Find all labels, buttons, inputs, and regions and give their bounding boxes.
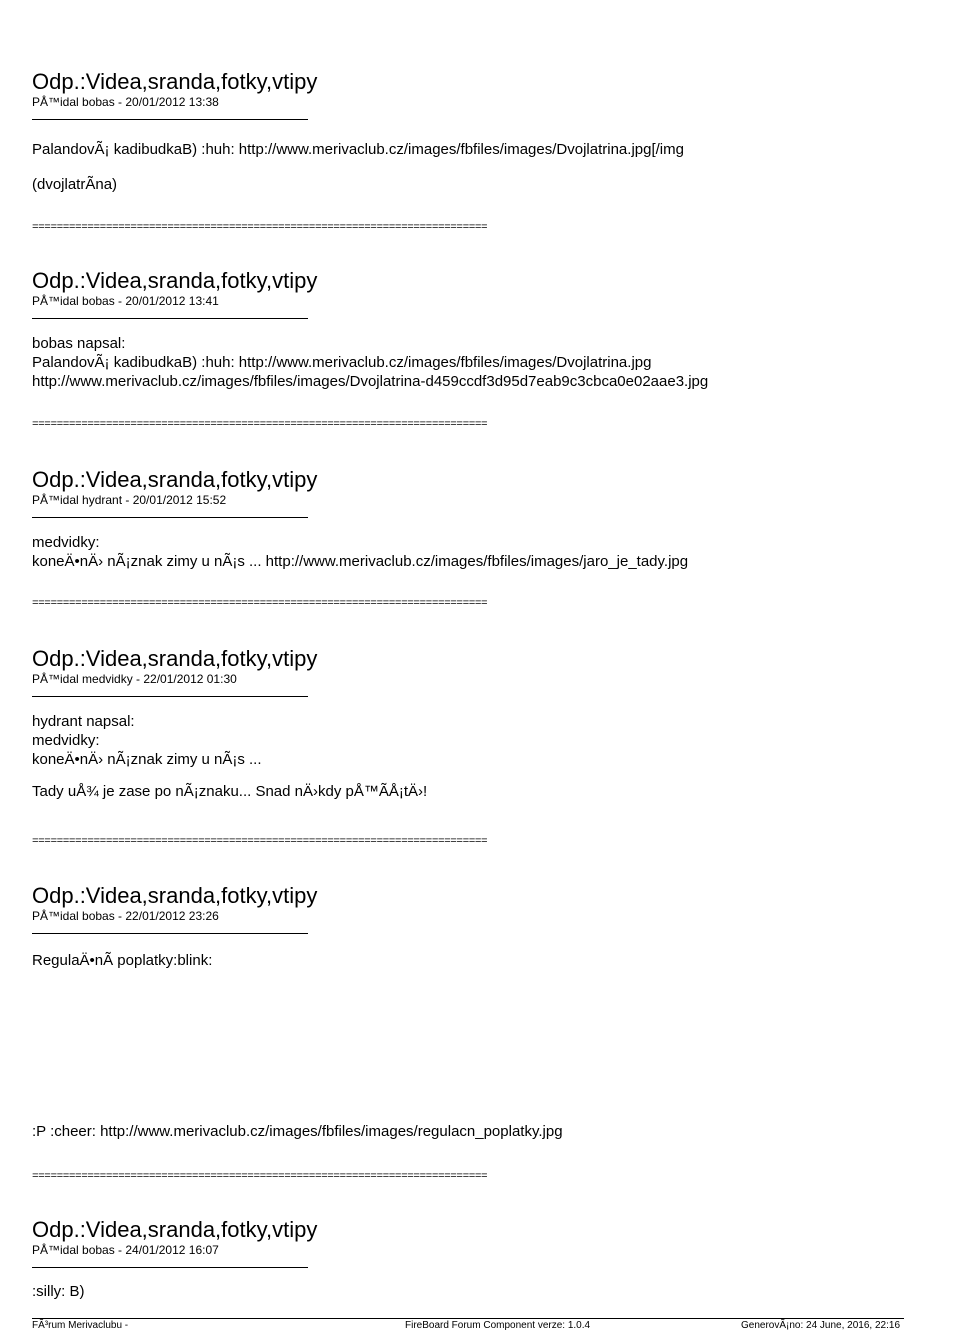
- forum-post: [32, 883, 932, 1141]
- post-body-line: [32, 1027, 932, 1046]
- post-body-line: [32, 970, 932, 989]
- forum-post: [32, 1217, 932, 1301]
- post-body-line: [32, 1008, 932, 1027]
- post-body: [32, 140, 932, 194]
- post-title: Odp.:Videa,sranda,fotky,vtipy: [32, 646, 318, 671]
- post-body-line: Tady uÅ¾ je zase po nÃ¡znaku... Snad nÄ›kdy pÅ™ÃÅ¡tÄ›!: [32, 783, 428, 800]
- post-body-line: bobas napsal:: [32, 335, 126, 352]
- post-body: [32, 951, 932, 1141]
- post-body-line: [32, 1065, 932, 1084]
- page-footer: [0, 1318, 960, 1332]
- post-body-line: medvidky:: [32, 732, 100, 749]
- footer-site-name: FÃ³rum Merivaclubu -: [32, 1320, 129, 1331]
- forum-post: [32, 69, 932, 194]
- forum-post: [32, 268, 932, 391]
- post-body-line: [32, 989, 932, 1008]
- footer-divider: [32, 1318, 904, 1319]
- footer-component-version: FireBoard Forum Component verze: 1.0.4: [405, 1320, 591, 1331]
- post-divider: [32, 318, 308, 319]
- post-title: Odp.:Videa,sranda,fotky,vtipy: [32, 69, 318, 94]
- forum-post: [32, 646, 932, 801]
- forum-post: [32, 467, 932, 571]
- post-divider: [32, 696, 308, 697]
- post-separator: ==========================================================================: [32, 419, 488, 431]
- post-body-line: [32, 1103, 932, 1122]
- post-title: Odp.:Videa,sranda,fotky,vtipy: [32, 883, 318, 908]
- post-meta: PÅ™idal medvidky - 22/01/2012 01:30: [32, 672, 237, 686]
- post-body: [32, 533, 932, 571]
- post-body-line: [32, 769, 932, 782]
- post-body-line: [32, 159, 932, 175]
- post-body-line: http://www.merivaclub.cz/images/fbfiles/images/Dvojlatrina-d459ccdf3d95d7eab9c3cbca0e02aae3.jpg: [32, 373, 709, 390]
- post-body-line: (dvojlatrÃna): [32, 176, 118, 193]
- post-title: Odp.:Videa,sranda,fotky,vtipy: [32, 268, 318, 293]
- post-body-line: [32, 1084, 932, 1103]
- post-body-line: PalandovÃ¡ kadibudkaB) :huh: http://www.merivaclub.cz/images/fbfiles/images/Dvojlatrina.jpg[/img: [32, 141, 684, 158]
- footer-generated-date: GenerovÃ¡no: 24 June, 2016, 22:16: [741, 1320, 901, 1331]
- post-body: [32, 334, 932, 391]
- post-meta: PÅ™idal bobas - 22/01/2012 23:26: [32, 909, 219, 923]
- post-body-line: PalandovÃ¡ kadibudkaB) :huh: http://www.merivaclub.cz/images/fbfiles/images/Dvojlatrina.jpg: [32, 354, 652, 371]
- post-divider: [32, 119, 308, 120]
- post-body-line: :P :cheer: http://www.merivaclub.cz/images/fbfiles/images/regulacn_poplatky.jpg: [32, 1123, 563, 1140]
- post-divider: [32, 933, 308, 934]
- post-body: [32, 1282, 932, 1301]
- post-meta: PÅ™idal bobas - 24/01/2012 16:07: [32, 1243, 219, 1257]
- post-separator: ==========================================================================: [32, 836, 488, 848]
- post-body-line: :silly: B): [32, 1283, 85, 1300]
- post-title: Odp.:Videa,sranda,fotky,vtipy: [32, 1217, 318, 1242]
- post-separator: ==========================================================================: [32, 222, 488, 234]
- post-body-line: hydrant napsal:: [32, 713, 135, 730]
- post-body-line: koneÄ•nÄ› nÃ¡znak zimy u nÃ¡s ... http://www.merivaclub.cz/images/fbfiles/images/jaro_je_tady.jpg: [32, 553, 689, 570]
- post-meta: PÅ™idal bobas - 20/01/2012 13:38: [32, 95, 219, 109]
- post-body-line: RegulaÄ•nÃ poplatky:blink:: [32, 952, 213, 969]
- post-divider: [32, 1267, 308, 1268]
- post-divider: [32, 517, 308, 518]
- post-separator: ==========================================================================: [32, 598, 488, 610]
- post-body: [32, 712, 932, 801]
- post-body-line: medvidky:: [32, 534, 100, 551]
- post-meta: PÅ™idal bobas - 20/01/2012 13:41: [32, 294, 219, 308]
- post-body-line: [32, 1046, 932, 1065]
- post-title: Odp.:Videa,sranda,fotky,vtipy: [32, 467, 318, 492]
- post-body-line: koneÄ•nÄ› nÃ¡znak zimy u nÃ¡s ...: [32, 751, 262, 768]
- post-separator: ==========================================================================: [32, 1171, 488, 1183]
- post-meta: PÅ™idal hydrant - 20/01/2012 15:52: [32, 493, 227, 507]
